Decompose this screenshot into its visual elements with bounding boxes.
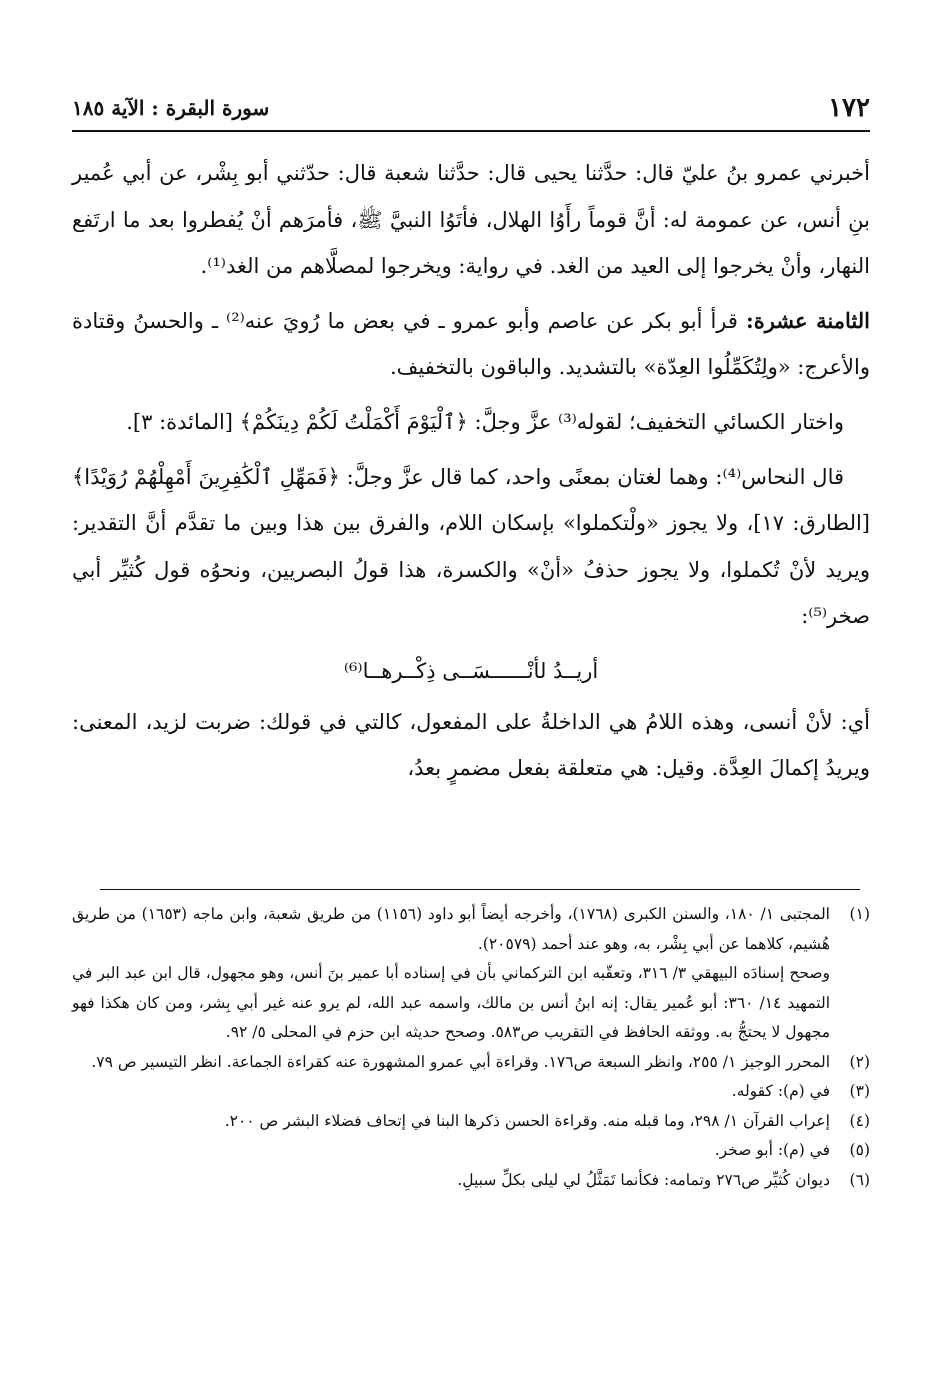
footnote-number: (٦) [849, 1170, 870, 1189]
footnote-text [72, 1048, 830, 1078]
footnote-text [72, 1077, 830, 1107]
footnote-rule [100, 889, 860, 890]
footnote [72, 1136, 870, 1166]
footnote-line: ديوان كُثيِّر ص٢٧٦ وتمامه: فكأنما تَمَثَّلُ لي ليلى بكلِّ سبيلِ. [457, 1170, 830, 1189]
footnote-number: (٣) [849, 1082, 870, 1100]
footnote-text [72, 900, 830, 1048]
footnote [72, 900, 870, 1048]
footnote-line: في (م): أبو صخر. [714, 1141, 830, 1159]
running-head: سورة البقرة : الآية ١٨٥ [72, 96, 270, 120]
footnote [72, 1107, 870, 1137]
footnote [72, 1166, 870, 1196]
footnote-number: (٢) [849, 1052, 870, 1071]
footnote-text [72, 1107, 830, 1137]
footnote-text [72, 1166, 830, 1196]
footnote-text [72, 1136, 830, 1166]
footnote-line: وصحح إسنادَه البيهقي ٣/ ٣١٦، وتعقّبه ابن التركماني بأن في إسناده أبا عمير بنَ أنس، وهو مجهول، قال ابن عبد البر في التمهيد ١٤/ ٣٦٠: أبو عُمير يقال: إنه ابنُ أنس بن مالك، واسمه عبد الله، لم يرو عنه غير أبي بِشر، ومن كان هكذا فهو مجهول لا يحتجُّ به. ووثقه الحافظ في التقريب ص٥٨٣. وصحح حديثه ابن حزم في المحلى ٥/ ٩٢. [72, 964, 830, 1041]
paragraph-hadith: أخبرني عمرو بنُ عليّ قال: حدَّثنا يحيى قال: حدَّثنا شعبة قال: حدّثني أبو بِشْر، عن أبي عُمير بنِ أنس، عن عمومة له: أنَّ قوماً رأَوُا الهلال، فأتَوُا النبيَّ ﷺ، فأمرَهم أنْ يُفطروا بعد ما ارتَفع النهار، وأنْ يخرجوا إلى العيد من الغد. في رواية: ويخرجوا لمصلَّاهم من الغد⁽¹⁾. [72, 161, 870, 279]
poetry-verse: أريــدُ لأنْــــــسَــى ذِكْــرهــا⁽⁶⁾ [343, 658, 599, 683]
footnote [72, 1048, 870, 1078]
footnote-number: (٤) [849, 1111, 870, 1130]
paragraph-eighteenth [72, 298, 870, 391]
footnote [72, 1077, 870, 1107]
paragraph-explanation: أي: لأنْ أنسى، وهذه اللامُ هي الداخلةُ على المفعول، كالتي في قولك: ضربت لزيد، المعنى: ويريدُ إكمالَ العِدَّة. وقيل: هي متعلقة بفعل مضمرٍ بعدُ، [72, 709, 870, 781]
page-number: ١٧٢ [828, 93, 870, 123]
paragraph-kisai: واختار الكسائي التخفيف؛ لقوله⁽³⁾ عزَّ وجلَّ: ﴿ٱلْيَوْمَ أَكْمَلْتُ لَكُمْ دِينَكُمْ﴾ [المائدة: ٣]. [126, 409, 844, 434]
footnote-line: المجتبى ١/ ١٨٠، والسنن الكبرى (١٧٦٨)، وأخرجه أيضاً أبو داود (١١٥٦) من طريق شعبة، وابن ماجه (١٦٥٣) من طريق هُشيم، كلاهما عن أبي بِشْر، به، وهو عند أحمد (٢٠٥٧٩). [72, 905, 830, 953]
paragraph-eighteenth-text: قرأ أبو بكر عن عاصم وأبو عمرو ـ في بعض ما رُويَ عنه⁽²⁾ ـ والحسنُ وقتادة والأعرج: «ولِتُكَمِّلُوا العِدّة» بالتشديد. والباقون بالتخفيف. [72, 308, 870, 380]
page-header [72, 88, 870, 128]
footnote-number: (١) [849, 905, 870, 923]
section-lead: الثامنة عشرة: [745, 307, 870, 333]
footnote-line: إعراب القرآن ١/ ٢٩٨، وما قبله منه. وقراءة الحسن ذكرها البنا في إتحاف فضلاء البشر ص ٢٠٠. [224, 1111, 830, 1130]
paragraph-nahhas: قال النحاس⁽⁴⁾: وهما لغتان بمعنًى واحد، كما قال عزَّ وجلَّ: ﴿فَمَهِّلِ ٱلْكَٰفِرِينَ أَمْهِلْهُمْ رُوَيْدًا﴾ [الطارق: ١٧]، ولا يجوز «ولْتكملوا» بإسكان اللام، والفرق بين هذا وبين ما تقدَّم أنَّ التقدير: ويريد لأنْ تُكملوا، ولا يجوز حذفُ «أنْ» والكسرة، هذا قولُ البصريين، ونحوُه قول كُثيِّر أبي صخر⁽⁵⁾: [72, 464, 870, 629]
footnote-line: في (م): كقوله. [731, 1082, 830, 1100]
main-text [72, 150, 870, 800]
header-rule [72, 130, 870, 132]
footnote-line: المحرر الوجيز ١/ ٢٥٥، وانظر السبعة ص١٧٦. وقراءة أبي عمرو المشهورة عنه كقراءة الجماعة. انظر التيسير ص ٧٩. [91, 1052, 830, 1071]
footnote-number: (٥) [849, 1141, 870, 1159]
footnotes [72, 900, 870, 1195]
